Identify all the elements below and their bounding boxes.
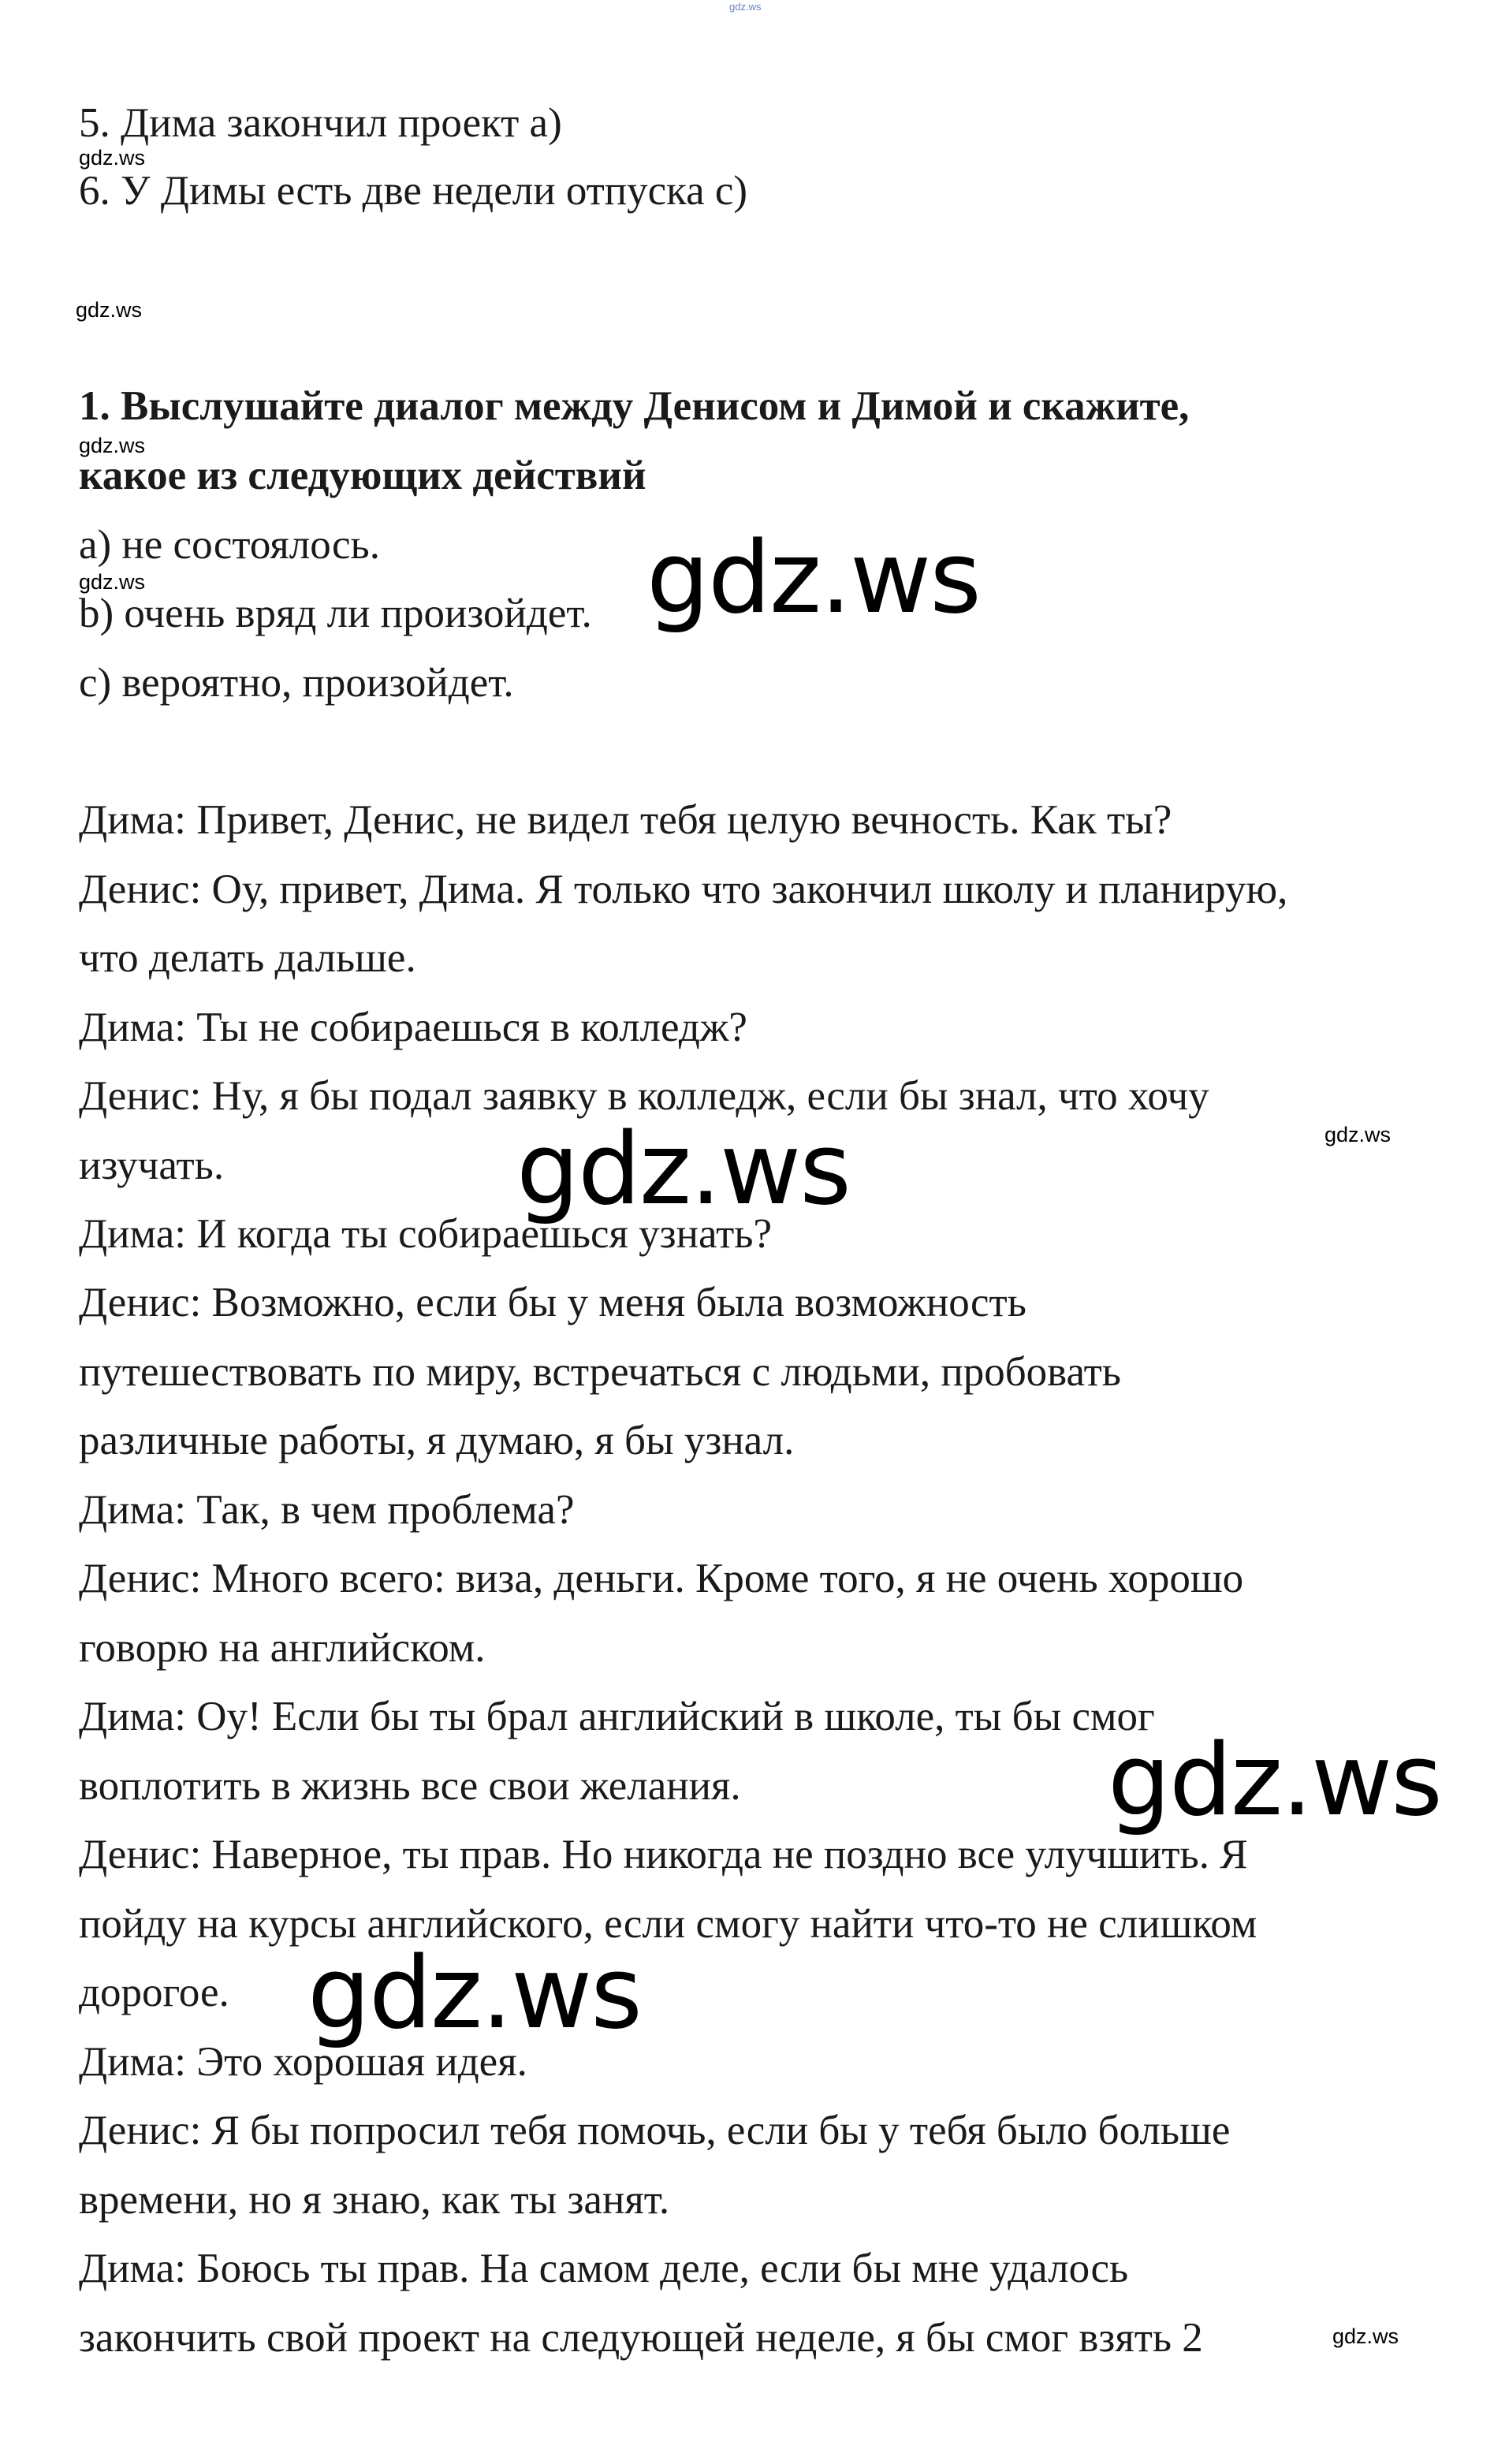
dialog-line: Дима: И когда ты собираешься узнать?: [79, 1211, 772, 1257]
watermark-small: gdz.ws: [79, 434, 146, 457]
dialog-line: времени, но я знаю, как ты занят.: [79, 2177, 670, 2223]
dialog-line: Денис: Ну, я бы подал заявку в колледж, если бы знал, что хочу: [79, 1073, 1209, 1119]
dialog-line: пойду на курсы английского, если смогу найти что-то не слишком: [79, 1901, 1257, 1947]
watermark-large: gdz.ws: [516, 1111, 850, 1227]
task-item-5: 5. Дима закончил проект a): [79, 100, 562, 146]
exercise-heading-line2: какое из следующих действий: [79, 453, 646, 498]
dialog-line: Дима: Привет, Денис, не видел тебя целую вечность. Как ты?: [79, 797, 1172, 843]
watermark-small: gdz.ws: [1332, 2324, 1399, 2348]
dialog-line: Денис: Оу, привет, Дима. Я только что закончил школу и планирую,: [79, 867, 1288, 912]
watermark-large: gdz.ws: [1108, 1722, 1441, 1838]
dialog-line: закончить свой проект на следующей неделе, я бы смог взять 2: [79, 2315, 1203, 2361]
watermark-small: gdz.ws: [79, 570, 146, 594]
task-item-6: 6. У Димы есть две недели отпуска c): [79, 168, 748, 214]
watermark-large: gdz.ws: [307, 1935, 641, 2051]
watermark-small: gdz.ws: [76, 298, 143, 322]
watermark-large: gdz.ws: [646, 520, 980, 636]
dialog-line: Денис: Много всего: виза, деньги. Кроме того, я не очень хорошо: [79, 1556, 1244, 1601]
watermark-top: gdz.ws: [729, 1, 762, 13]
dialog-line: Денис: Возможно, если бы у меня была возможность: [79, 1280, 1026, 1325]
dialog-line: Дима: Оу! Если бы ты брал английский в школе, ты бы смог: [79, 1694, 1155, 1739]
option-c: c) вероятно, произойдет.: [79, 660, 514, 706]
watermark-small: gdz.ws: [79, 146, 146, 170]
dialog-line: Денис: Я бы попросил тебя помочь, если бы у тебя было больше: [79, 2108, 1231, 2153]
dialog-line: что делать дальше.: [79, 935, 416, 981]
option-b: b) очень вряд ли произойдет.: [79, 591, 592, 636]
watermark-small: gdz.ws: [1324, 1123, 1392, 1146]
dialog-line: Дима: Боюсь ты прав. На самом деле, если бы мне удалось: [79, 2246, 1129, 2291]
option-a: a) не состоялось.: [79, 522, 380, 568]
dialog-line: Денис: Наверное, ты прав. Но никогда не поздно все улучшить. Я: [79, 1832, 1248, 1877]
dialog-line: Дима: Так, в чем проблема?: [79, 1487, 575, 1533]
dialog-line: различные работы, я думаю, я бы узнал.: [79, 1418, 795, 1463]
dialog-line: Дима: Ты не собираешься в колледж?: [79, 1005, 747, 1050]
dialog-line: воплотить в жизнь все свои желания.: [79, 1763, 741, 1809]
dialog-line: Дима: Это хорошая идея.: [79, 2039, 527, 2085]
exercise-heading-line1: 1. Выслушайте диалог между Денисом и Димой и скажите,: [79, 383, 1190, 429]
dialog-line: изучать.: [79, 1143, 225, 1188]
dialog-line: дорогое.: [79, 1970, 229, 2015]
dialog-line: говорю на английском.: [79, 1625, 486, 1671]
dialog-line: путешествовать по миру, встречаться с людьми, пробовать: [79, 1349, 1121, 1395]
